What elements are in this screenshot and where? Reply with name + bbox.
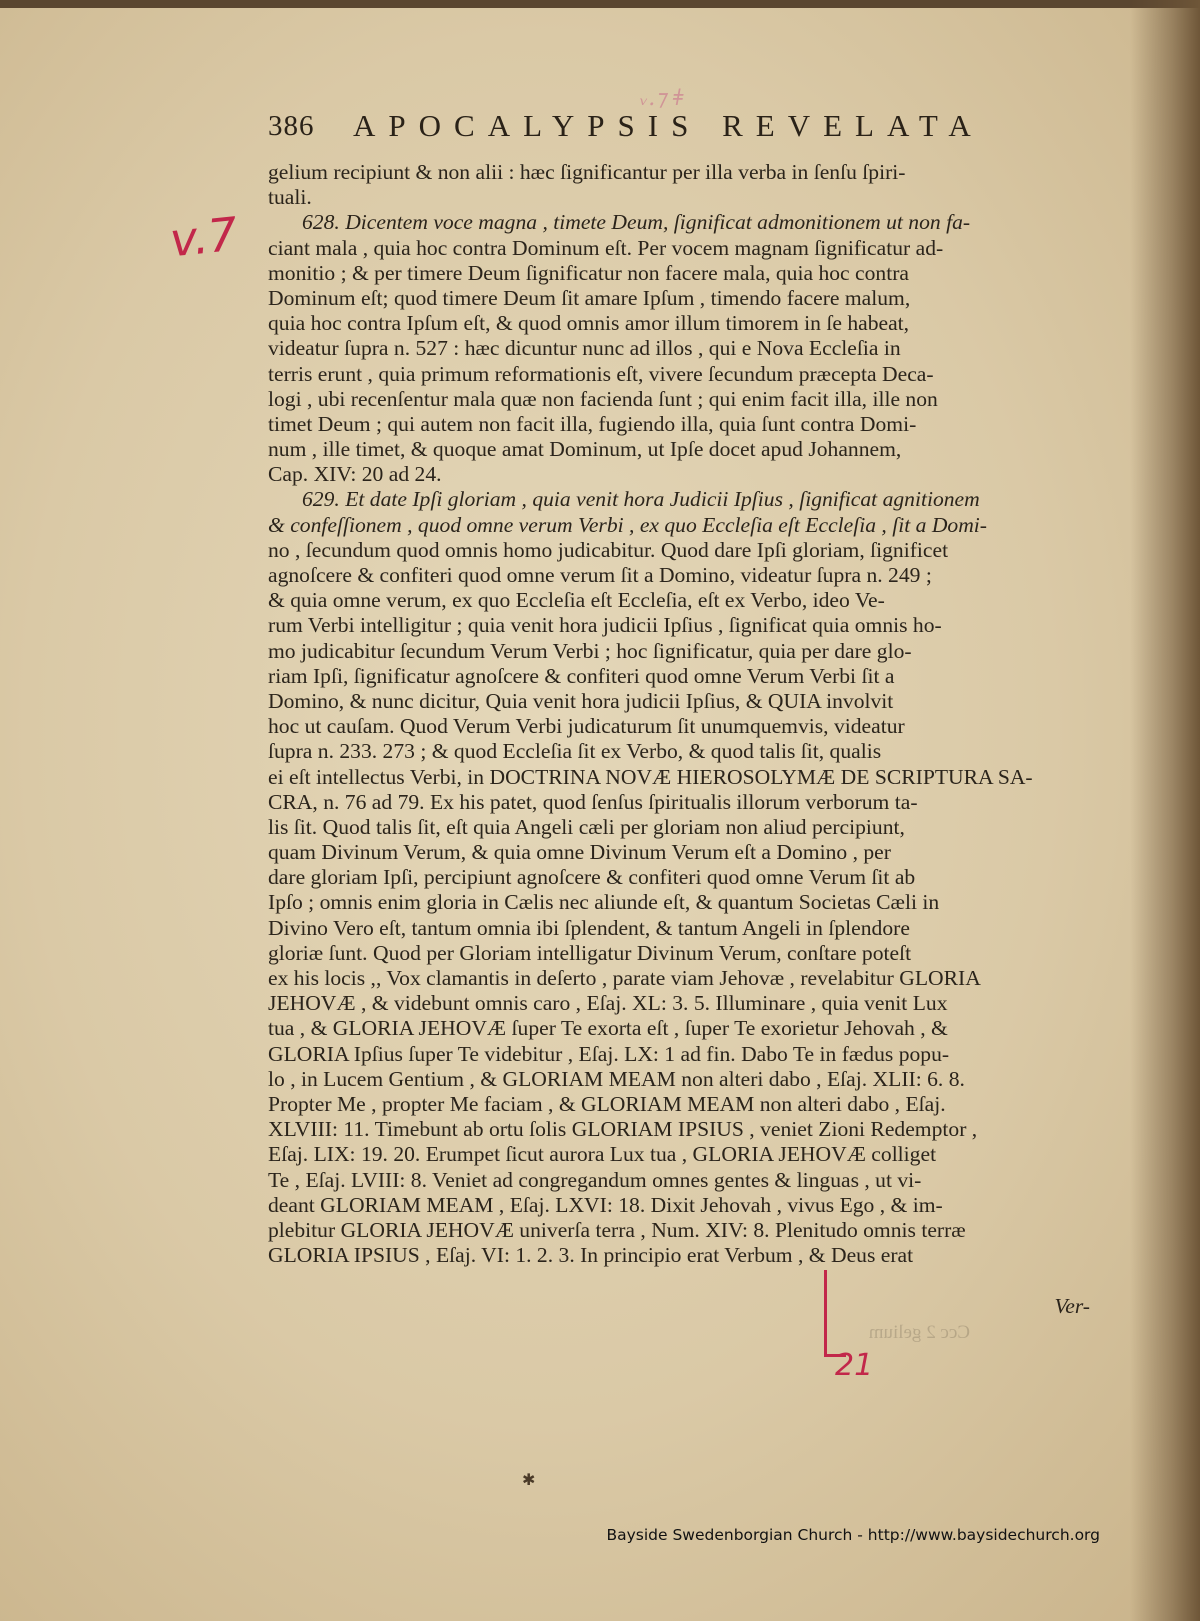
text-line: plebitur GLORIA JEHOVÆ univerſa terra , Num. XIV: 8. Plenitudo omnis terræ	[268, 1217, 966, 1242]
text-line: mo judicabitur ſecundum Verum Verbi ; hoc ſignificatur, quia per dare glo-	[268, 638, 912, 663]
text-line: & confeſſionem , quod omne verum Verbi , ex quo Eccleſia eſt Eccleſia , ſit a Domi-	[268, 512, 987, 537]
text-line: lo , in Lucem Gentium , & GLORIAM MEAM non alteri dabo , Eſaj. XLII: 6. 8.	[268, 1066, 965, 1091]
text-line: XLVIII: 11. Timebunt ab ortu ſolis GLORIAM IPSIUS , veniet Zioni Redemptor ,	[268, 1117, 978, 1142]
text-line: JEHOVÆ , & videbunt omnis caro , Eſaj. XL: 3. 5. Illuminare , quia venit Lux	[268, 991, 948, 1016]
page-number: 386	[268, 110, 315, 142]
text-line: deant GLORIAM MEAM , Eſaj. LXVI: 18. Dixit Jehovah , vivus Ego , & im-	[268, 1192, 943, 1217]
text-line: GLORIA Ipſius ſuper Te videbitur , Eſaj. LX: 1 ad fin. Dabo Te in fædus popu-	[268, 1041, 950, 1066]
text-line: 628. Dicentem voce magna , timete Deum, ſignificat admonitionem ut non fa-	[302, 210, 971, 235]
text-line: ciant mala , quia hoc contra Dominum eſt. Per vocem magnam ſignificatur ad-	[268, 235, 944, 260]
text-line: num , ille timet, & quoque amat Dominum, ut Ipſe docet apud Johannem,	[268, 437, 902, 462]
text-line: quam Divinum Verum, & quia omne Divinum Verum eſt a Domino , per	[268, 840, 891, 865]
text-line: logi , ubi recenſentur mala quæ non facienda ſunt ; qui enim facit illa, ille non	[268, 386, 938, 411]
text-line: gloriæ ſunt. Quod per Gloriam intelligatur Divinum Verum, conſtare poteſt	[268, 940, 912, 965]
handwritten-number-mark: 21	[835, 1348, 874, 1383]
text-line: dare gloriam Ipſi, percipiunt agnoſcere & confiteri quod omne Verum ſit ab	[268, 865, 916, 890]
text-line: GLORIA IPSIUS , Eſaj. VI: 1. 2. 3. In principio erat Verbum , & Deus erat	[268, 1243, 914, 1268]
text-line: agnoſcere & confiteri quod omne verum ſit a Domino, videatur ſupra n. 249 ;	[268, 563, 932, 587]
asterisk-mark-icon: ✱	[522, 1472, 536, 1489]
text-line: hoc ut cauſam. Quod Verum Verbi judicaturum ſit unumquemvis, videatur	[268, 714, 905, 739]
text-line: ſupra n. 233. 273 ; & quod Eccleſia ſit ex Verbo, & quod talis ſit, qualis	[268, 739, 882, 764]
text-line: videatur ſupra n. 527 : hæc dicuntur nunc ad illos , qui e Nova Eccleſia in	[268, 336, 901, 361]
body-text	[268, 160, 1096, 1268]
text-line: tuali.	[268, 185, 312, 210]
text-line: ex his locis ,, Vox clamantis in deſerto , parate viam Jehovæ , revelabitur GLORIA	[268, 966, 981, 990]
text-line: Propter Me , propter Me faciam , & GLORIAM MEAM non alteri dabo , Eſaj.	[268, 1091, 946, 1116]
faint-stamp-mark: ᵥ.⁊ ǂ	[640, 86, 684, 111]
text-line: Eſaj. LIX: 19. 20. Erumpet ſicut aurora Lux tua , GLORIA JEHOVÆ colliget	[268, 1142, 937, 1167]
binding-shadow	[1130, 0, 1200, 1621]
text-line: Ipſo ; omnis enim gloria in Cælis nec aliunde eſt, & quantum Societas Cæli in	[268, 890, 940, 915]
text-line: gelium recipiunt & non alii : hæc ſignificantur per illa verba in ſenſu ſpiri-	[268, 160, 906, 184]
text-line: CRA, n. 76 ad 79. Ex his patet, quod ſenſus ſpiritualis illorum verborum ta-	[268, 789, 918, 814]
text-line: Domino, & nunc dicitur, Quia venit hora judicii Ipſius, & QUIA involvit	[268, 688, 894, 713]
text-line: Cap. XIV: 20 ad 24.	[268, 462, 442, 487]
text-line: monitio ; & per timere Deum ſignificatur non facere mala, quia hoc contra	[268, 260, 909, 285]
text-line: tua , & GLORIA JEHOVÆ ſuper Te exorta eſt , ſuper Te exorietur Jehovah , &	[268, 1016, 948, 1041]
page-top-edge	[0, 0, 1200, 8]
text-line: riam Ipſi, ſignificatur agnoſcere & confiteri quod omne Verum Verbi ſit a	[268, 663, 895, 688]
handwritten-verse-mark: v.7	[167, 206, 241, 268]
text-line: Dominum eſt; quod timere Deum ſit amare Ipſum , timendo facere malum,	[268, 285, 911, 310]
page-header	[268, 110, 1048, 152]
text-line: Te , Eſaj. LVIII: 8. Veniet ad congregandum omnes gentes & linguas , ut vi-	[268, 1167, 922, 1192]
running-head: APOCALYPSIS REVELATA	[353, 108, 984, 143]
text-line: ei eſt intellectus Verbi, in DOCTRINA NOVÆ HIEROSOLYMÆ DE SCRIPTURA SA-	[268, 764, 1033, 789]
text-line: Divino Vero eſt, tantum omnia ibi ſplendent, & tantum Angeli in ſplendore	[268, 915, 910, 940]
catchword: Ver-	[1054, 1294, 1090, 1318]
handwritten-line-mark	[824, 1270, 827, 1355]
text-line: quia hoc contra Ipſum eſt, & quod omnis amor illum timorem in ſe habeat,	[268, 311, 910, 336]
text-line: 629. Et date Ipſi gloriam , quia venit hora Judicii Ipſius , ſignificat agnitionem	[302, 487, 980, 512]
text-line: & quia omne verum, ex quo Eccleſia eſt Eccleſia, eſt ex Verbo, ideo Ve-	[268, 588, 885, 613]
text-line: no , ſecundum quod omnis homo judicabitur. Quod dare Ipſi gloriam, ſignificet	[268, 537, 949, 562]
text-line: rum Verbi intelligitur ; quia venit hora judicii Ipſius , ſignificat quia omnis ho-	[268, 613, 942, 638]
text-line: lis ſit. Quod talis ſit, eſt quia Angeli cæli per gloriam non aliud percipiunt,	[268, 814, 905, 839]
watermark-credit: Bayside Swedenborgian Church - http://www.baysidechurch.org	[606, 1526, 1100, 1544]
bleed-through-text: Ccc 2 gelium	[868, 1322, 970, 1343]
text-line: timet Deum ; qui autem non facit illa, fugiendo illa, quia ſunt contra Domi-	[268, 411, 917, 436]
text-line: terris erunt , quia primum reformationis eſt, vivere ſecundum præcepta Deca-	[268, 361, 934, 386]
